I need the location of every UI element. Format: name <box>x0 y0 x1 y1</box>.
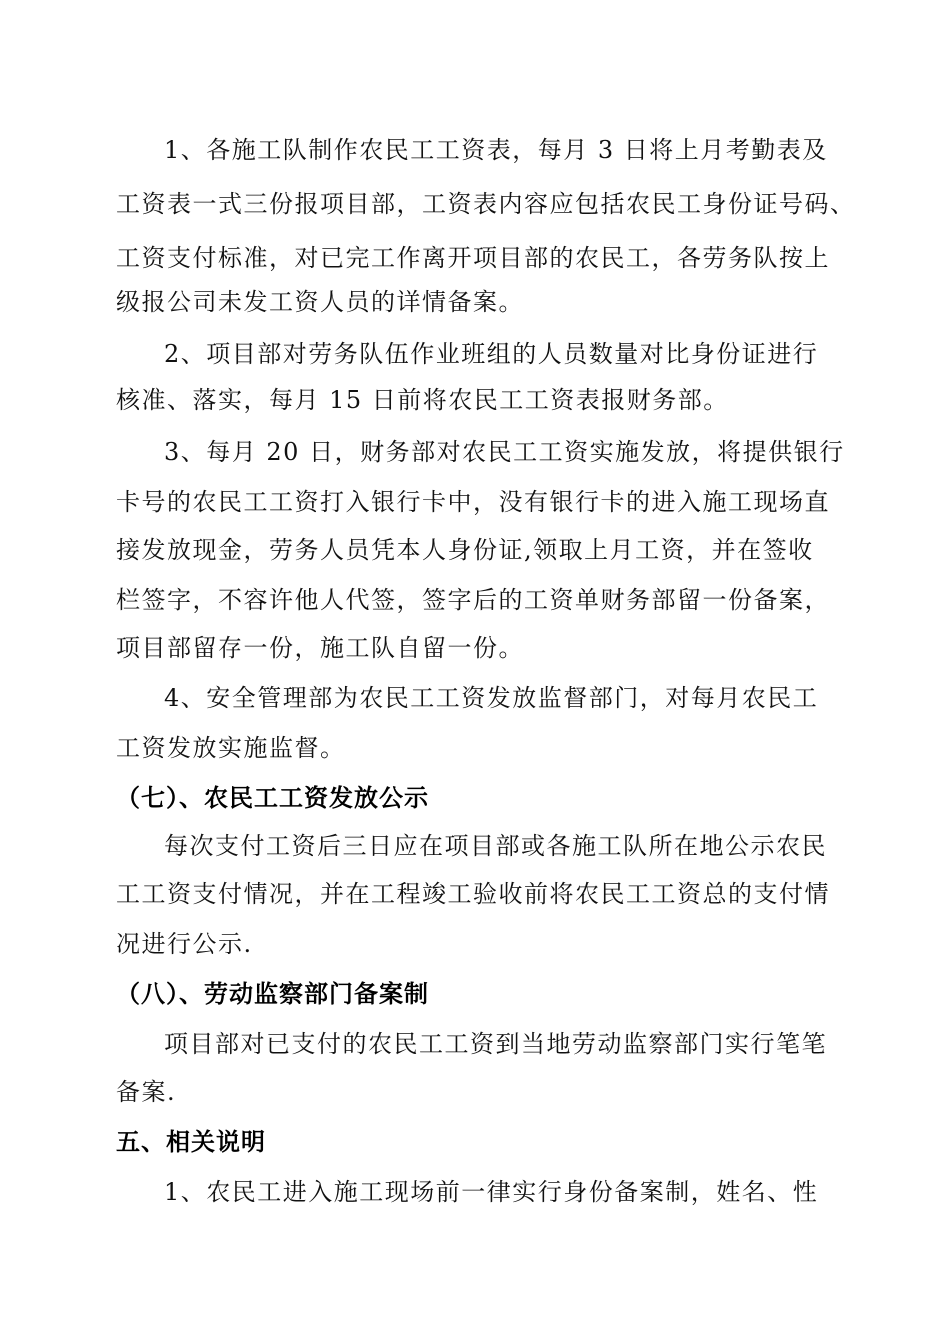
paragraph-4-line-1: 4、安全管理部为农民工工资发放监督部门，对每月农民工 <box>164 684 819 712</box>
paragraph-5-line-2: 工工资支付情况，并在工程竣工验收前将农民工工资总的支付情 <box>116 880 830 908</box>
paragraph-3-line-1: 3、每月 20 日，财务部对农民工工资实施发放，将提供银行 <box>164 438 845 466</box>
paragraph-6-line-1: 项目部对已支付的农民工工资到当地劳动监察部门实行笔笔 <box>164 1030 827 1058</box>
paragraph-1-line-2: 工资表一式三份报项目部，工资表内容应包括农民工身份证号码、 <box>116 190 856 218</box>
paragraph-3-line-4: 栏签字，不容许他人代签，签字后的工资单财务部留一份备案， <box>116 586 830 614</box>
paragraph-4-line-2: 工资发放实施监督。 <box>116 734 346 762</box>
paragraph-1-line-4: 级报公司未发工资人员的详情备案。 <box>116 288 524 316</box>
section-heading-8: （八）、劳动监察部门备案制 <box>116 980 429 1008</box>
paragraph-1-line-1: 1、各施工队制作农民工工资表，每月 3 日将上月考勤表及 <box>164 136 828 164</box>
section-heading-5: 五、相关说明 <box>116 1128 266 1156</box>
paragraph-6-line-2: 备案. <box>116 1078 177 1106</box>
paragraph-3-line-5: 项目部留存一份，施工队自留一份。 <box>116 634 524 662</box>
paragraph-1-line-3: 工资支付标准，对已完工作离开项目部的农民工，各劳务队按上 <box>116 244 830 272</box>
paragraph-3-line-2: 卡号的农民工工资打入银行卡中，没有银行卡的进入施工现场直 <box>116 488 830 516</box>
paragraph-2-line-2: 核准、落实，每月 15 日前将农民工工资表报财务部。 <box>116 386 729 414</box>
paragraph-5-line-3: 况进行公示. <box>116 930 253 958</box>
paragraph-2-line-1: 2、项目部对劳务队伍作业班组的人员数量对比身份证进行 <box>164 340 819 368</box>
paragraph-3-line-3: 接发放现金，劳务人员凭本人身份证,领取上月工资，并在签收 <box>116 536 814 564</box>
section-heading-7: （七）、农民工工资发放公示 <box>116 784 429 812</box>
paragraph-7-line-1: 1、农民工进入施工现场前一律实行身份备案制，姓名、性 <box>164 1178 819 1206</box>
paragraph-5-line-1: 每次支付工资后三日应在项目部或各施工队所在地公示农民 <box>164 832 827 860</box>
